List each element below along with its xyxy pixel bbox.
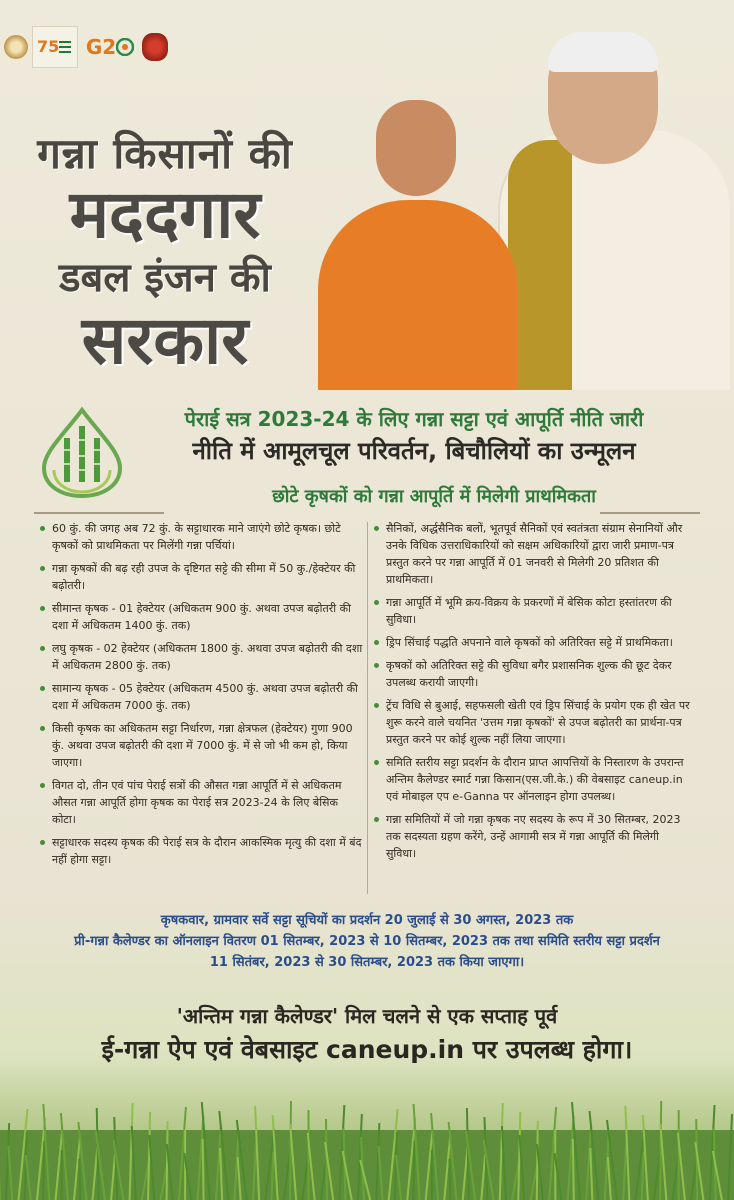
divider-left: [34, 512, 164, 514]
policy-point: किसी कृषक का अधिकतम सट्टा निर्धारण, गन्ना क्षेत्रफल (हेक्टेयर) गुणा 900 कुं. अथवा उपज बढ़ोतरी की दशा में 7000 कुं. में से जो भी कम हो, किया जाएगा।: [38, 720, 364, 771]
policy-point: 60 कुं. की जगह अब 72 कुं. के सट्टाधारक माने जाएंगे छोटे कृषक। छोटे कृषकों को प्राथमिकता पर मिलेंगी गन्ना पर्चियां।: [38, 520, 364, 554]
sugarcane-drop-emblem-icon: [34, 404, 130, 500]
policy-point: ट्रेंच विधि से बुआई, सहफसली खेती एवं ड्रिप सिंचाई के प्रयोग एक ही खेत पर शुरू करने वाले चयनित 'उत्तम गन्ना कृषकों' से उपज बढ़ोतरी का प्रार्थना-पत्र प्रस्तुत करने पर कोई शुल्क नहीं लिया जाएगा।: [372, 697, 692, 748]
state-emblem-icon: [142, 33, 168, 61]
policy-point: सामान्य कृषक - 05 हेक्टेयर (अधिकतम 4500 कुं. अथवा उपज बढ़ोतरी की दशा में अधिकतम 7000 कुं. तक): [38, 680, 364, 714]
policy-point: ड्रिप सिंचाई पद्धति अपनाने वाले कृषकों को अतिरिक्त सट्टे में प्राथमिकता।: [372, 634, 692, 651]
policy-point: सट्टाधारक सदस्य कृषक की पेराई सत्र के दौरान आकस्मिक मृत्यु की दशा में बंद नहीं होगा सट्टा।: [38, 834, 364, 868]
headline: [10, 128, 320, 379]
policy-point: विगत दो, तीन एवं पांच पेराई सत्रों की औसत गन्ना आपूर्ति में से अधिकतम औसत गन्ना आपूर्ति होगा कृषक का पेराई सत्र 2023-24 के लिए बेसिक कोटा।: [38, 777, 364, 828]
right-points-list: [372, 520, 692, 862]
svg-text:75: 75: [37, 37, 60, 56]
g20-label: G2: [85, 35, 117, 59]
policy-point: गन्ना कृषकों की बढ़ रही उपज के दृष्टिगत सट्टे की सीमा में 50 कु./हेक्टेयर की बढ़ोतरी।: [38, 560, 364, 594]
schedule-line2: प्री-गन्ना कैलेण्डर का ऑनलाइन वितरण 01 सितम्बर, 2023 से 10 सितम्बर, 2023 तक तथा समिति स्तरीय सट्टा प्रदर्शन: [74, 934, 660, 949]
sugarcane-field-image: [0, 1070, 734, 1200]
footer-line2: ई-गन्ना ऐप एवं वेबसाइट caneup.in पर उपलब्ध होगा।: [101, 1035, 633, 1064]
policy-point: गन्ना समितियों में जो गन्ना कृषक नए सदस्य के रूप में 30 सितम्बर, 2023 तक सदस्यता ग्रहण करेंगे, उन्हें आगामी सत्र में गन्ना आपूर्ति की मिलेगी सुविधा।: [372, 811, 692, 862]
schedule-line1: कृषकवार, ग्रामवार सर्वे सट्टा सूचियों का प्रदर्शन 20 जुलाई से 30 अगस्त, 2023 तक: [160, 913, 574, 928]
leaders-photo: [318, 26, 730, 390]
divider-right: [600, 512, 700, 514]
policy-point: लघु कृषक - 02 हेक्टेयर (अधिकतम 1800 कुं. अथवा उपज बढ़ोतरी की दशा में अधिकतम 2800 कुं. तक): [38, 640, 364, 674]
g20-logo: [82, 27, 138, 67]
policy-title: पेराई सत्र 2023-24 के लिए गन्ना सट्टा एवं आपूर्ति नीति जारी: [184, 407, 644, 431]
logo-strip: [4, 24, 176, 70]
azadi-ka-amrit-mahotsav-logo: [32, 26, 78, 68]
policy-tagline: छोटे कृषकों को गन्ना आपूर्ति में मिलेगी प्राथमिकता: [272, 486, 596, 507]
policy-point: समिति स्तरीय सट्टा प्रदर्शन के दौरान प्राप्त आपत्तियों के निस्तारण के उपरान्त अन्तिम कैलेण्डर स्मार्ट गन्ना किसान(एस.जी.के.) की वेबसाइट caneup.in एवं मोबाइल एप e-Ganna पर ऑनलाइन होगा उपलब्ध।: [372, 754, 692, 805]
person-left-figure: [318, 96, 528, 390]
column-separator: [367, 522, 368, 894]
schedule-line3: 11 सितंबर, 2023 से 30 सितम्बर, 2023 तक किया जाएगा।: [209, 955, 525, 970]
headline-line3: डबल इंजन की: [59, 255, 271, 301]
footer-line1: 'अन्तिम गन्ना कैलेण्डर' मिल चलने से एक सप्ताह पूर्व: [176, 1004, 558, 1028]
headline-line1: गन्ना किसानों की: [37, 129, 293, 178]
policy-point: सैनिकों, अर्द्धसैनिक बलों, भूतपूर्व सैनिकों एवं स्वतंत्रता संग्राम सेनानियों और उनके विधिक उत्तराधिकारियों को सक्षम अधिकारियों द्वारा जारी प्रमाण-पत्र प्रस्तुत करने पर गन्ना आपूर्ति में 01 जनवरी से मिलेगी 20 प्रतिशत की प्राथमिकता।: [372, 520, 692, 588]
policy-point: गन्ना आपूर्ति में भूमि क्रय-विक्रय के प्रकरणों में बेसिक कोटा हस्तांतरण की सुविधा।: [372, 594, 692, 628]
lotus-globe-icon: [116, 38, 134, 56]
right-points-column: [372, 520, 692, 868]
policy-point: कृषकों को अतिरिक्त सट्टे की सुविधा बगैर प्रशासनिक शुल्क की छूट देकर उपलब्ध करायी जाएगी।: [372, 657, 692, 691]
left-points-column: [38, 520, 364, 874]
policy-subtitle: नीति में आमूलचूल परिवर्तन, बिचौलियों का उन्मूलन: [192, 437, 636, 465]
headline-line2: मददगार: [69, 176, 261, 253]
up-government-emblem-icon: [4, 35, 28, 59]
policy-point: सीमान्त कृषक - 01 हेक्टेयर (अधिकतम 900 कुं. अथवा उपज बढ़ोतरी की दशा में अधिकतम 1400 कुं. तक): [38, 600, 364, 634]
left-points-list: [38, 520, 364, 868]
headline-line4: सरकार: [81, 302, 249, 379]
schedule-notice: [34, 910, 700, 973]
